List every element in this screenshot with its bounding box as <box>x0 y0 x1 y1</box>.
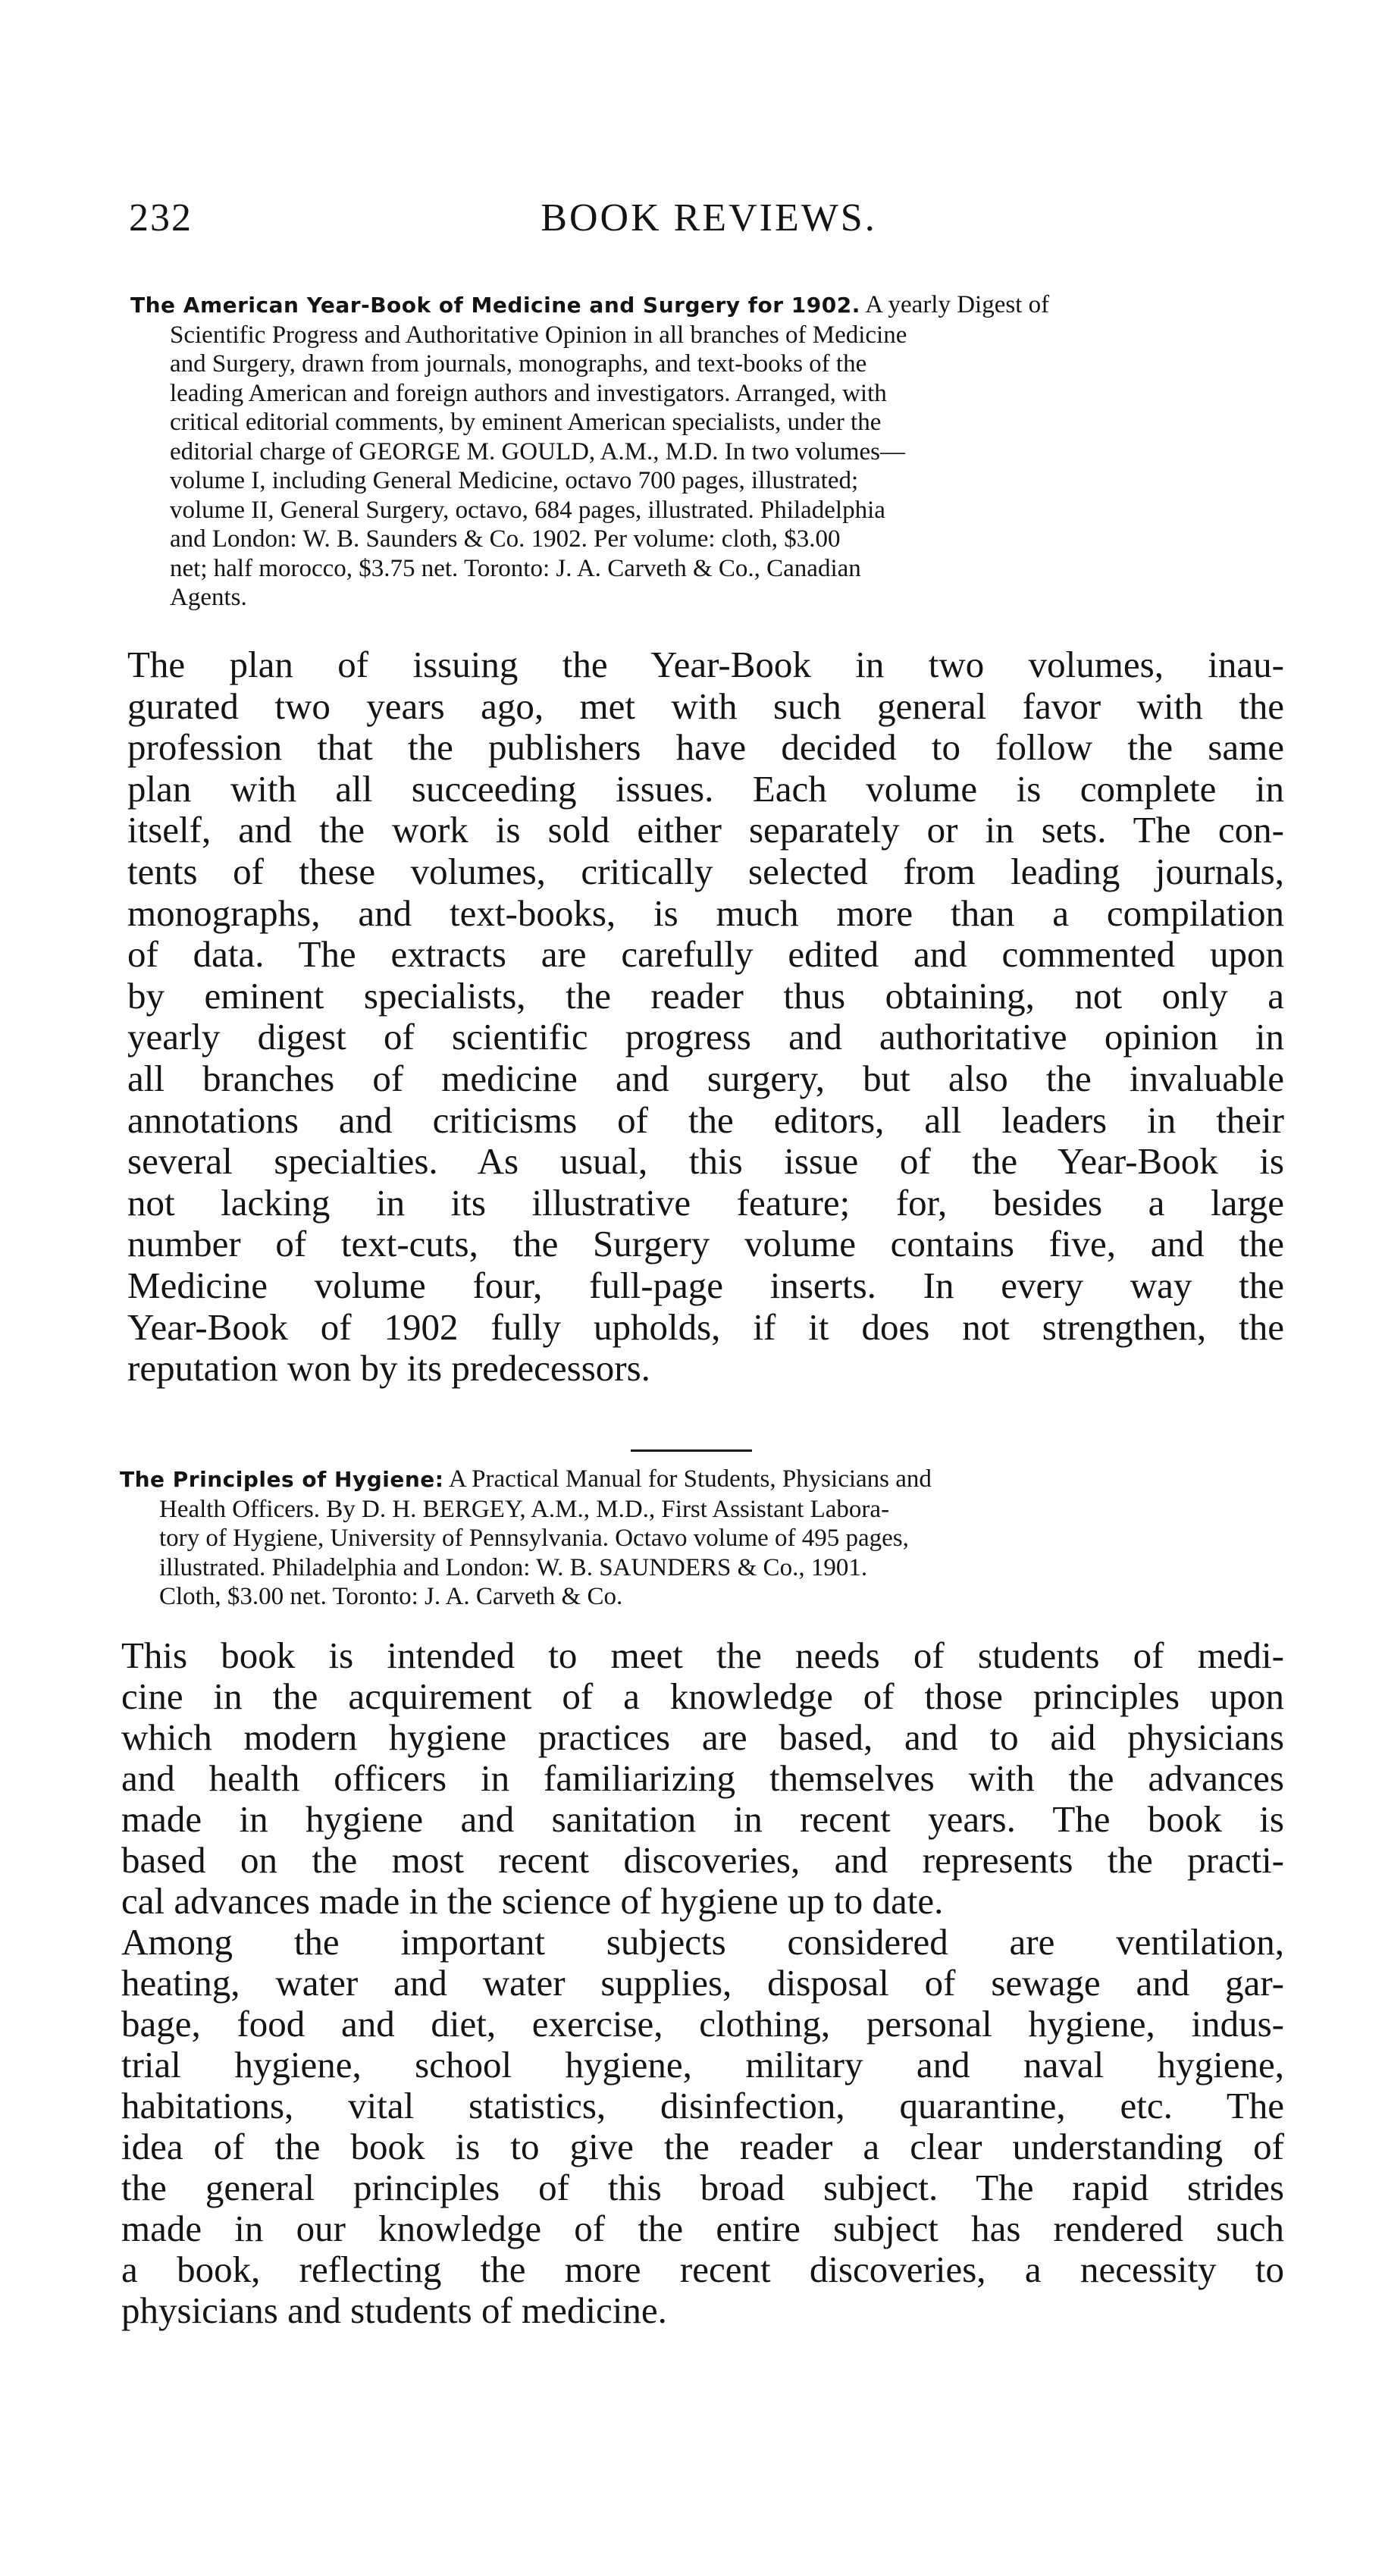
review-1-citation <box>130 290 1283 613</box>
body-line: which modern hygiene practices are based, and to aid physicians <box>121 1716 1284 1758</box>
body-line: tents of these volumes, critically selected from leading journals, <box>127 850 1284 892</box>
body-line: The plan of issuing the Year-Book in two volumes, inau- <box>127 644 1284 685</box>
review-1-title: The American Year-Book of Medicine and Surgery for 1902. <box>130 293 860 318</box>
body-line: several specialties. As usual, this issue of the Year-Book is <box>127 1140 1284 1183</box>
citation-line <box>120 1465 1287 1495</box>
citation-line: Scientific Progress and Authoritative Opinion in all branches of Medicine <box>170 321 907 349</box>
body-line: the general principles of this broad subject. The rapid strides <box>121 2167 1284 2208</box>
body-line: reputation won by its predecessors. <box>127 1347 650 1390</box>
body-line: plan with all succeeding issues. Each volume is complete in <box>127 767 1284 810</box>
body-line: by eminent specialists, the reader thus obtaining, not only a <box>127 974 1284 1017</box>
body-line: Year-Book of 1902 fully upholds, if it does not strengthen, the <box>127 1305 1284 1348</box>
body-line: monographs, and text-books, is much more than a compilation <box>127 892 1284 934</box>
body-line: of data. The extracts are carefully edited and commented upon <box>127 933 1284 976</box>
body-line: not lacking in its illustrative feature; for, besides a large <box>127 1181 1284 1224</box>
citation-line: volume I, including General Medicine, octavo 700 pages, illustrated; <box>170 467 859 494</box>
body-line: Among the important subjects considered are ventilation, <box>121 1921 1284 1963</box>
citation-line: illustrated. Philadelphia and London: W. B. SAUNDERS & Co., 1901. <box>159 1553 868 1581</box>
body-line: gurated two years ago, met with such general favor with the <box>127 685 1284 727</box>
review-1-body <box>127 644 1284 1390</box>
body-line: based on the most recent discoveries, and represents the practi- <box>121 1839 1284 1881</box>
running-head: BOOK REVIEWS. <box>541 196 877 240</box>
body-line: itself, and the work is sold either separately or in sets. The con- <box>127 809 1284 851</box>
body-line: bage, food and diet, exercise, clothing, personal hygiene, indus- <box>121 2003 1284 2045</box>
citation-line <box>130 290 1283 321</box>
citation-line: volume II, General Surgery, octavo, 684 pages, illustrated. Philadelphia <box>170 496 885 524</box>
body-line: annotations and criticisms of the editors, all leaders in their <box>127 1098 1284 1141</box>
review-2-citation <box>120 1465 1287 1612</box>
body-line: cal advances made in the science of hygiene up to date. <box>121 1880 944 1922</box>
review-2-paragraph-2 <box>121 1922 1284 2331</box>
body-line: made in our knowledge of the entire subject has rendered such <box>121 2208 1284 2249</box>
body-line: made in hygiene and sanitation in recent years. The book is <box>121 1798 1284 1840</box>
citation-text: A Practical Manual for Students, Physicians and <box>448 1465 932 1493</box>
citation-line: and London: W. B. Saunders & Co. 1902. Per volume: cloth, $3.00 <box>170 525 841 553</box>
body-line: physicians and students of medicine. <box>121 2289 667 2331</box>
citation-line: critical editorial comments, by eminent American specialists, under the <box>170 409 882 436</box>
body-line: Medicine volume four, full-page inserts. In every way the <box>127 1264 1284 1306</box>
body-line: yearly digest of scientific progress and authoritative opinion in <box>127 1016 1284 1058</box>
citation-line: leading American and foreign authors and investigators. Arranged, with <box>170 379 887 407</box>
section-divider <box>631 1449 752 1452</box>
citation-line: Health Officers. By D. H. BERGEY, A.M., M.D., First Assistant Labora- <box>159 1495 890 1523</box>
body-line: cine in the acquirement of a knowledge of those principles upon <box>121 1675 1284 1717</box>
citation-line: and Surgery, drawn from journals, monographs, and text-books of the <box>170 350 867 378</box>
body-line: number of text-cuts, the Surgery volume contains five, and the <box>127 1223 1284 1265</box>
citation-line: Agents. <box>170 584 247 611</box>
citation-line: tory of Hygiene, University of Pennsylvania. Octavo volume of 495 pages, <box>159 1525 909 1552</box>
body-line: idea of the book is to give the reader a clear understanding of <box>121 2126 1284 2167</box>
body-line: This book is intended to meet the needs of students of medi- <box>121 1634 1284 1676</box>
review-2-title: The Principles of Hygiene: <box>120 1467 444 1492</box>
review-2-paragraph-1 <box>121 1635 1284 1922</box>
citation-line: editorial charge of GEORGE M. GOULD, A.M., M.D. In two volumes— <box>170 437 906 465</box>
body-line: profession that the publishers have decided to follow the same <box>127 726 1284 769</box>
body-line: and health officers in familiarizing themselves with the advances <box>121 1757 1284 1799</box>
page-header <box>129 196 1289 256</box>
body-line: all branches of medicine and surgery, but also the invaluable <box>127 1057 1284 1099</box>
citation-line: Cloth, $3.00 net. Toronto: J. A. Carveth & Co. <box>159 1583 623 1610</box>
page-number: 232 <box>129 196 193 240</box>
citation-text: A yearly Digest of <box>865 291 1050 318</box>
citation-line: net; half morocco, $3.75 net. Toronto: J. A. Carveth & Co., Canadian <box>170 554 861 582</box>
body-line: a book, reflecting the more recent discoveries, a necessity to <box>121 2249 1284 2290</box>
body-line: heating, water and water supplies, disposal of sewage and gar- <box>121 1962 1284 2004</box>
body-line: trial hygiene, school hygiene, military and naval hygiene, <box>121 2044 1284 2086</box>
body-line: habitations, vital statistics, disinfection, quarantine, etc. The <box>121 2085 1284 2126</box>
